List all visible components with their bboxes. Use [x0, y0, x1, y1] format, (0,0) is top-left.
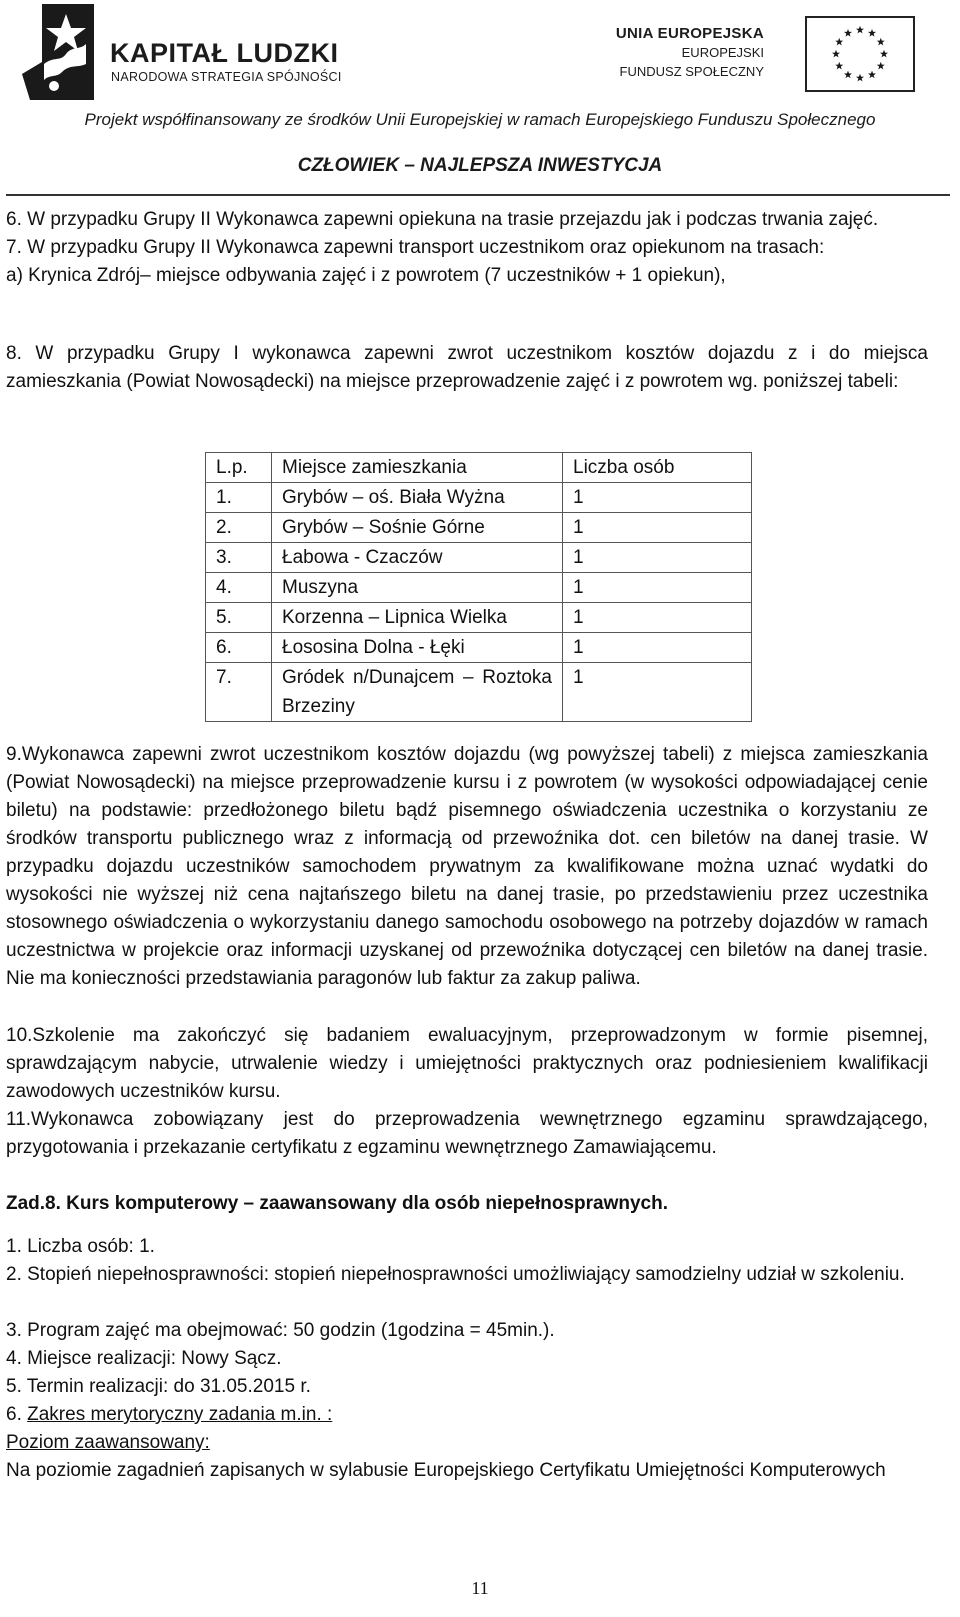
eu-star-icon — [832, 50, 840, 58]
row-place-cell: Korzenna – Lipnica Wielka — [272, 603, 563, 633]
residence-table — [205, 452, 752, 722]
document-header — [0, 0, 960, 200]
row-count-cell: 1 — [563, 663, 752, 722]
eu-star-icon — [877, 38, 885, 46]
row-number-cell: 7. — [206, 663, 272, 722]
task-item-6-text: Zakres merytoryczny zadania m.in. : — [27, 1404, 333, 1425]
paragraph-7: 7. W przypadku Grupy II Wykonawca zapewni transport uczestnikom oraz opiekunom na trasach: — [6, 237, 825, 258]
program-subtitle: NARODOWA STRATEGIA SPÓJNOŚCI — [111, 70, 342, 84]
row-count-cell: 1 — [563, 483, 752, 513]
eu-star-icon — [835, 38, 843, 46]
page-number: 11 — [471, 1578, 489, 1598]
row-count-cell: 1 — [563, 573, 752, 603]
cofinancing-tagline: Projekt współfinansowany ze środków Unii Europejskiej w ramach Europejskiego Funduszu Społecznego — [84, 110, 876, 129]
paragraph-11: 11.Wykonawca zobowiązany jest do przeprowadzenia wewnętrznego egzaminu sprawdzającego, przygotowania i przekazanie certyfikatu z egzaminu wewnętrznego Zamawiającemu. — [6, 1109, 928, 1158]
eu-star-icon — [868, 71, 876, 79]
row-place-cell: Łososina Dolna - Łęki — [272, 633, 563, 663]
paragraph-7a: a) Krynica Zdrój– miejsce odbywania zajęć i z powrotem (7 uczestników + 1 opiekun), — [6, 265, 726, 286]
table-row — [206, 603, 752, 633]
eu-star-icon — [844, 71, 852, 79]
task-item-3: 3. Program zajęć ma obejmować: 50 godzin (1godzina = 45min.). — [6, 1320, 555, 1341]
eu-line-2: EUROPEJSKI — [681, 45, 764, 60]
row-count-cell: 1 — [563, 513, 752, 543]
header-cell-count: Liczba osób — [563, 453, 752, 483]
table-row — [206, 573, 752, 603]
header-cell-lp: L.p. — [206, 453, 272, 483]
table-row — [206, 483, 752, 513]
row-count-cell: 1 — [563, 633, 752, 663]
level-text: Na poziomie zagadnień zapisanych w sylabusie Europejskiego Certyfikatu Umiejętności Komputerowych — [6, 1460, 886, 1481]
row-number-cell: 3. — [206, 543, 272, 573]
eu-star-icon — [844, 29, 852, 37]
eu-star-icon — [856, 74, 864, 82]
row-place-cell: Muszyna — [272, 573, 563, 603]
row-number-cell: 4. — [206, 573, 272, 603]
level-heading: Poziom zaawansowany: — [6, 1432, 210, 1453]
task-item-6 — [6, 1401, 928, 1429]
row-place-cell: Łabowa - Czaczów — [272, 543, 563, 573]
task-item-5: 5. Termin realizacji: do 31.05.2015 r. — [6, 1376, 311, 1397]
eu-label — [616, 24, 764, 81]
row-count-cell: 1 — [563, 603, 752, 633]
row-place-cell: Gródek n/Dunajcem – Roztoka Brzeziny — [272, 663, 563, 722]
task-8-heading: Zad.8. Kurs komputerowy – zaawansowany dla osób niepełnosprawnych. — [6, 1193, 668, 1214]
residence-table-body — [206, 453, 752, 722]
header-divider — [6, 194, 950, 196]
header-cell-place: Miejsce zamieszkania — [272, 453, 563, 483]
eu-star-icon — [877, 62, 885, 70]
task-item-2: 2. Stopień niepełnosprawności: stopień niepełnosprawności umożliwiający samodzielny udział w szkoleniu. — [6, 1264, 905, 1285]
eu-flag-icon — [805, 16, 915, 92]
table-row — [206, 543, 752, 573]
table-row — [206, 663, 752, 722]
paragraph-9: 9.Wykonawca zapewni zwrot uczestnikom kosztów dojazdu (wg powyższej tabeli) z miejsca zamieszkania (Powiat Nowosądecki) na miejsce przeprowadzenie kursu i z powrotem (w wysokości odpowiadającej cenie biletu) na podstawie: przedłożonego biletu bądź pisemnego oświadczenia uczestnika o korzystaniu ze środków transportu publicznego wraz z informacją od przewoźnika dot. cen biletów na danej trasie. W przypadku dojazdu uczestników samochodem prywatnym za kwalifikowane można uznać wydatki do wysokości nie wyższej niż cena najtańszego biletu na danej trasie, po przedstawieniu przez uczestnika stosownego oświadczenia o wykorzystaniu danego samochodu osobowego na potrzeby dojazdów w ramach uczestnictwa w projekcie oraz informacji uzyskanej od przewoźnika dotyczącej cen biletów na danej trasie. Nie ma konieczności przedstawiania paragonów lub faktur za zakup paliwa. — [6, 744, 928, 989]
table-header-row — [206, 453, 752, 483]
task-item-1: 1. Liczba osób: 1. — [6, 1236, 155, 1257]
row-number-cell: 2. — [206, 513, 272, 543]
eu-line-1: UNIA EUROPEJSKA — [615, 25, 764, 42]
row-count-cell: 1 — [563, 543, 752, 573]
row-number-cell: 1. — [206, 483, 272, 513]
kapital-ludzki-logo-icon — [22, 4, 94, 100]
paragraph-10: 10.Szkolenie ma zakończyć się badaniem ewaluacyjnym, przeprowadzonym w formie pisemnej, sprawdzającym nabycie, utrwalenie wiedzy i umiejętności praktycznych oraz podniesieniem kwalifikacji zawodowych uczestników kursu. — [6, 1025, 928, 1102]
eu-star-icon — [868, 29, 876, 37]
row-number-cell: 6. — [206, 633, 272, 663]
row-place-cell: Grybów – oś. Biała Wyżna — [272, 483, 563, 513]
program-title: KAPITAŁ LUDZKI — [110, 38, 339, 68]
eu-star-icon — [856, 26, 864, 34]
program-slogan: CZŁOWIEK – NAJLEPSZA INWESTYCJA — [297, 155, 663, 176]
row-place-cell: Grybów – Sośnie Górne — [272, 513, 563, 543]
task-item-4: 4. Miejsce realizacji: Nowy Sącz. — [6, 1348, 282, 1369]
table-row — [206, 513, 752, 543]
row-number-cell: 5. — [206, 603, 272, 633]
paragraph-6: 6. W przypadku Grupy II Wykonawca zapewni opiekuna na trasie przejazdu jak i podczas trwania zajęć. — [6, 209, 879, 230]
eu-line-3: FUNDUSZ SPOŁECZNY — [619, 64, 764, 79]
eu-star-icon — [835, 62, 843, 70]
task-item-6-number: 6. — [6, 1404, 28, 1425]
table-row — [206, 633, 752, 663]
paragraph-8: 8. W przypadku Grupy I wykonawca zapewni zwrot uczestnikom kosztów dojazdu z i do miejsca zamieszkania (Powiat Nowosądecki) na miejsce przeprowadzenie zajęć i z powrotem wg. poniższej tabeli: — [6, 343, 928, 392]
eu-star-icon — [880, 50, 888, 58]
